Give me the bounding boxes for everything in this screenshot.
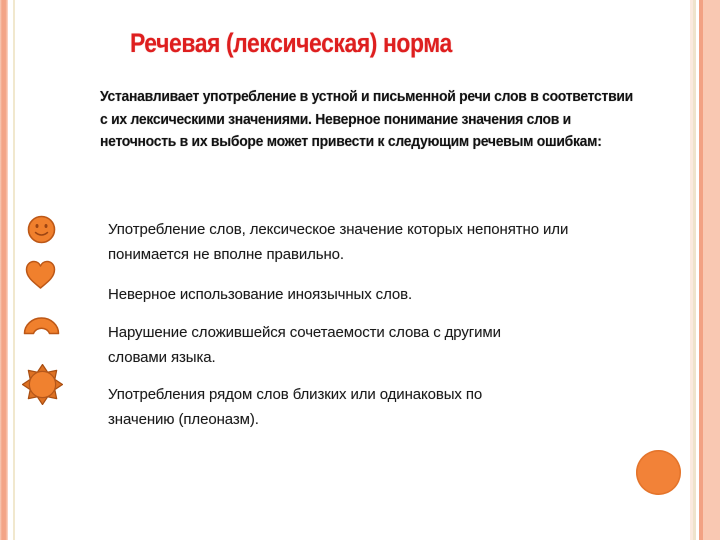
intro-line-2: с их лексическими значениями. Неверное понимание значения слов и [100,110,571,128]
left-edge-cream-line [13,0,15,540]
intro-paragraph [100,86,633,154]
arch-icon [23,311,60,335]
bullet-item-1: Употребление слов, лексическое значение которых непонятно или понимается не вполне правильно. [108,221,569,263]
left-edge-salmon-bar [0,0,8,540]
intro-line-3: неточность в их выборе может привести к следующим речевым ошибкам: [100,133,602,150]
sun-star-icon [22,364,63,405]
accent-circle [636,450,681,495]
smiley-face-icon [27,215,56,244]
heart-icon [25,259,56,291]
slide-title: Речевая (лексическая) норма [130,28,452,58]
bullet-item-3: Нарушение сложившейся сочетаемости слова с другими словами языка. [108,324,501,366]
intro-line-1: Устанавливает употребление в устной и письменной речи слов в соответствии [100,88,633,105]
right-edge-salmon-bar [703,0,720,540]
bullet-item-4: Употребления рядом слов близких или одинаковых по значению (плеоназм). [108,386,483,428]
bullet-item-2: Неверное использование иноязычных слов. [108,286,413,303]
